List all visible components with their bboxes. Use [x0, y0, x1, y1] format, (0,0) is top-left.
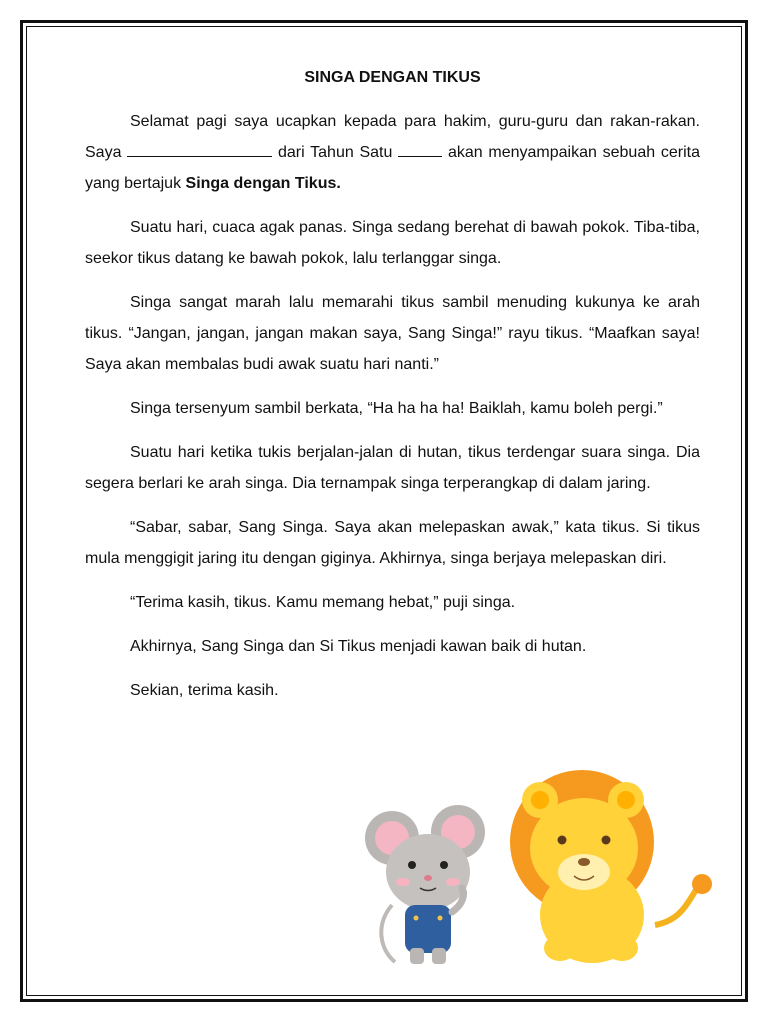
intro-text-2: dari Tahun Satu: [278, 144, 393, 161]
story-paragraph: “Terima kasih, tikus. Kamu memang hebat,” puji singa.: [130, 594, 516, 611]
closing-line: Sekian, terima kasih.: [130, 682, 279, 699]
story-paragraph: “Sabar, sabar, Sang Singa. Saya akan melepaskan awak,” kata tikus. Si tikus mula menggigit jaring itu dengan giginya. Akhirnya, singa berjaya melepaskan diri.: [85, 519, 700, 567]
intro-text-1: Selamat pagi saya ucapkan kepada para hakim, guru-guru dan rakan-rakan. Saya: [85, 113, 700, 161]
story-paragraph: Suatu hari ketika tukis berjalan-jalan di hutan, tikus terdengar suara singa. Dia segera berlari ke arah singa. Dia ternampak singa terperangkap di dalam jaring.: [85, 444, 700, 492]
story-paragraph: Akhirnya, Sang Singa dan Si Tikus menjadi kawan baik di hutan.: [130, 638, 587, 655]
class-blank[interactable]: [398, 142, 442, 157]
name-blank[interactable]: [127, 142, 272, 157]
story-title: Singa dengan Tikus.: [185, 175, 341, 192]
story-paragraph: Suatu hari, cuaca agak panas. Singa sedang berehat di bawah pokok. Tiba-tiba, seekor tikus datang ke bawah pokok, lalu terlanggar singa.: [85, 219, 700, 267]
story-paragraph: Singa tersenyum sambil berkata, “Ha ha ha ha! Baiklah, kamu boleh pergi.”: [130, 400, 663, 417]
page-title: SINGA DENGAN TIKUS: [304, 69, 481, 86]
intro-text-3: akan menyampaikan sebuah cerita yang bertajuk: [85, 144, 701, 192]
document-body: [85, 66, 700, 719]
intro-paragraph: [85, 106, 700, 199]
story-paragraph: Singa sangat marah lalu memarahi tikus sambil menuding kukunya ke arah tikus. “Jangan, jangan, jangan makan saya, Sang Singa!” rayu tikus. “Maafkan saya! Saya akan membalas budi awak suatu hari nanti.”: [85, 294, 700, 373]
